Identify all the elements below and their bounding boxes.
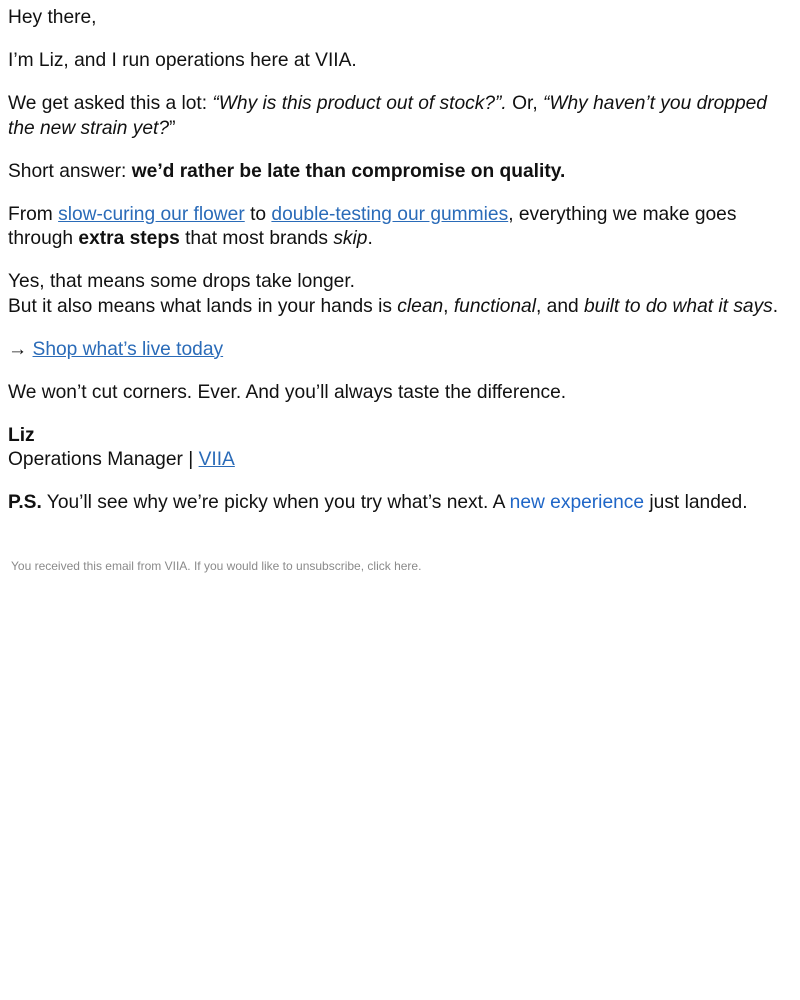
clean-italic: clean <box>397 295 444 317</box>
signature-name: Liz <box>8 424 35 446</box>
signature <box>8 424 792 473</box>
process-end: . <box>367 228 373 249</box>
question-one: “Why is this product out of stock?”. <box>212 93 507 114</box>
new-experience-link[interactable]: new experience <box>509 492 645 513</box>
footer-text: You received this email from VIIA. If you would like to unsubscribe, <box>11 558 368 573</box>
viia-link[interactable]: VIIA <box>198 449 235 470</box>
process-mid-three: that most brands <box>179 228 334 249</box>
double-testing-link[interactable]: double-testing our gummies <box>271 203 509 225</box>
ps-text: You’ll see why we’re picky when you try what’s next. A <box>41 492 510 513</box>
ps-paragraph <box>8 491 792 516</box>
greeting <box>8 6 792 31</box>
drops-sep-two: , and <box>535 295 584 317</box>
question-lead: We get asked this a lot: <box>8 93 213 114</box>
drops-line-one: Yes, that means some drops take longer. <box>8 271 356 292</box>
extra-steps-bold: extra steps <box>78 228 180 249</box>
arrow-right-icon: → <box>8 338 33 360</box>
intro-text: I’m Liz, and I run operations here at VIIA. <box>8 50 357 71</box>
skip-italic: skip <box>333 228 368 249</box>
process-mid-two: , everything we make goes through <box>8 203 737 249</box>
intro-paragraph <box>8 49 792 74</box>
slow-curing-link[interactable]: slow-curing our flower <box>58 203 245 225</box>
question-mid: Or, <box>506 93 543 114</box>
email-footer <box>8 558 792 574</box>
ps-label: P.S. <box>8 492 42 513</box>
drops-paragraph <box>8 270 792 319</box>
short-answer-bold: we’d rather be late than compromise on quality. <box>131 160 566 182</box>
process-paragraph <box>8 203 792 252</box>
unsubscribe-link[interactable]: click here <box>367 558 419 573</box>
ps-end: just landed. <box>644 492 748 513</box>
drops-lead: But it also means what lands in your hands is <box>8 295 398 317</box>
short-answer-paragraph <box>8 160 792 185</box>
built-italic: built to do what it says <box>584 295 773 317</box>
drops-sep-one: , <box>443 295 454 317</box>
promise-paragraph <box>8 381 792 406</box>
shop-live-link[interactable]: Shop what’s live today <box>32 338 224 360</box>
question-paragraph <box>8 92 792 141</box>
signature-title: Operations Manager | <box>8 449 199 470</box>
footer-end: . <box>418 558 422 573</box>
cta-paragraph <box>8 338 792 363</box>
promise-text: We won’t cut corners. Ever. And you’ll always taste the difference. <box>8 381 567 403</box>
short-answer-lead: Short answer: <box>8 160 132 182</box>
drops-end: . <box>772 295 779 317</box>
process-mid-one: to <box>244 203 272 225</box>
question-two: “Why haven’t you dropped the new strain yet? <box>8 93 767 139</box>
process-lead: From <box>8 203 59 225</box>
greeting-text: Hey there, <box>8 7 97 28</box>
question-close: ” <box>169 117 176 139</box>
functional-italic: functional <box>453 295 536 317</box>
